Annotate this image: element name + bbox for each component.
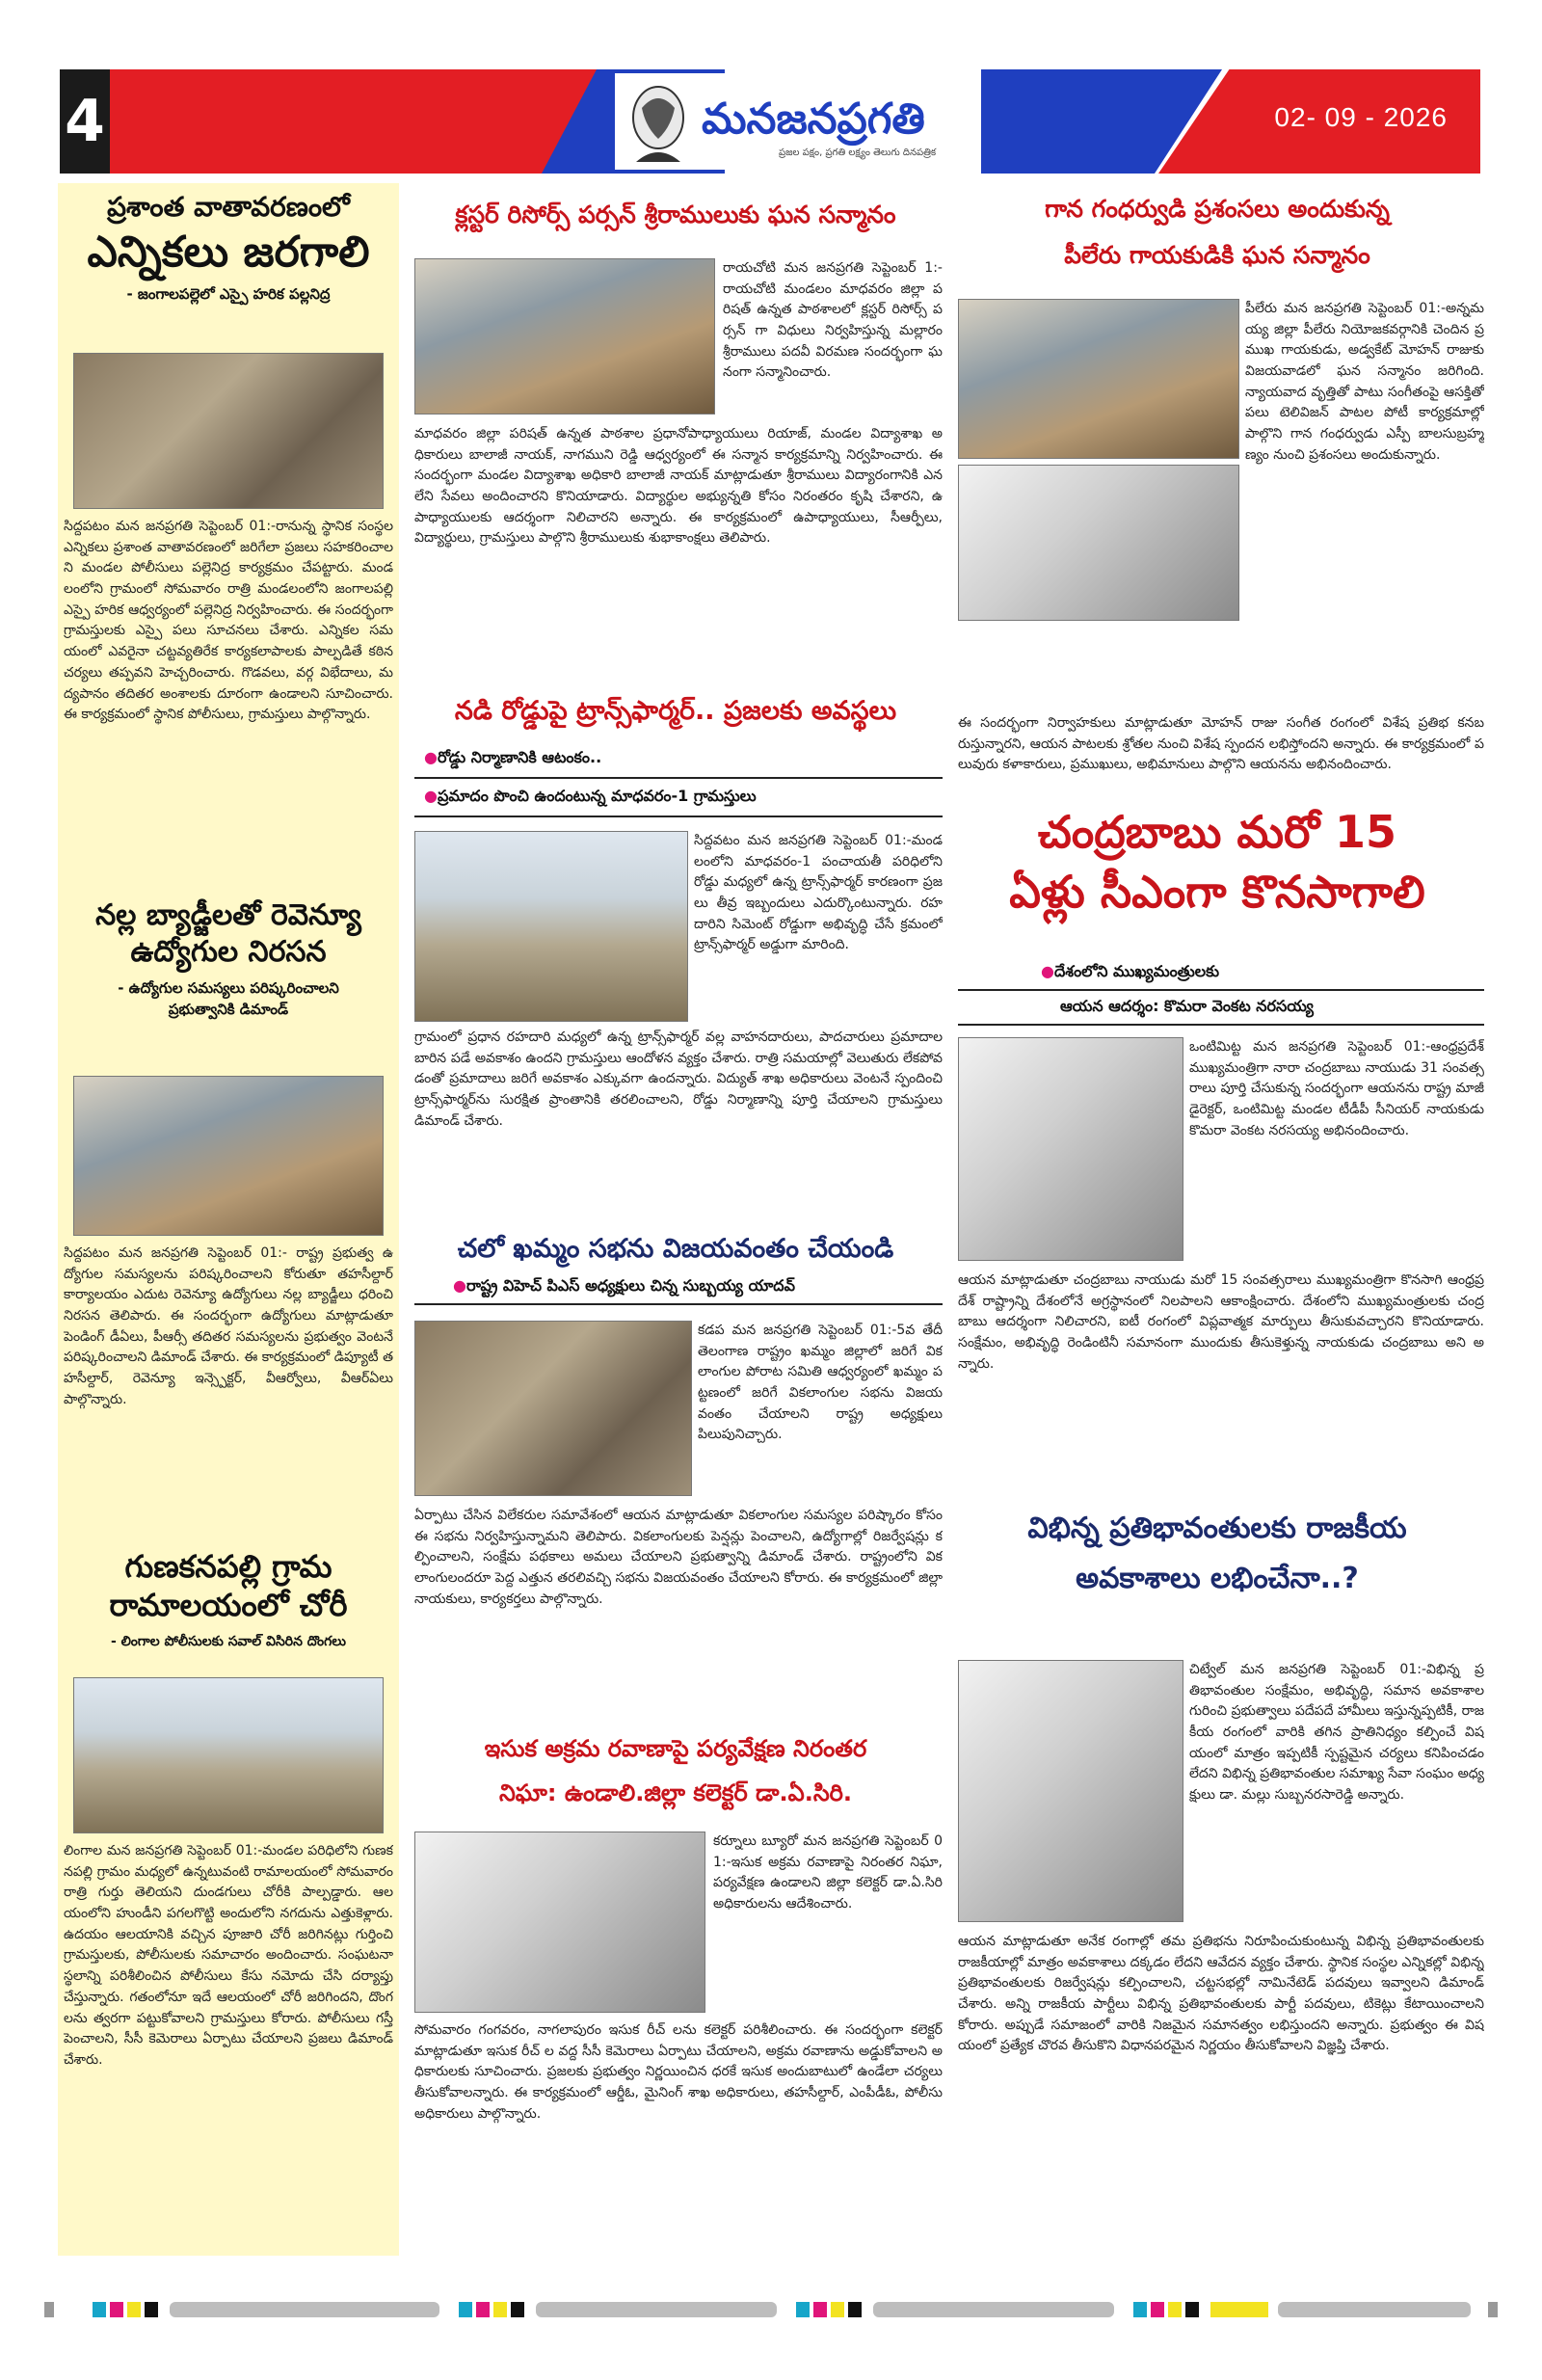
article-title-line1: గాన గంధర్వుడి ప్రశంసలు అందుకున్న: [1045, 195, 1390, 223]
divider: [414, 816, 943, 817]
article-title-line1: నల్ల బ్యాడ్జీలతో రెవెన్యూ: [95, 898, 361, 932]
color-swatch: [1168, 2302, 1182, 2317]
gray-strip: [170, 2302, 439, 2317]
color-swatch: [476, 2302, 490, 2317]
photo-press-meet: [414, 1321, 692, 1496]
photo-sand-reach: [414, 1832, 705, 2013]
color-swatch: [127, 2302, 141, 2317]
article-title-line1: గుణకనపల్లి గ్రామ: [124, 1548, 332, 1585]
article-title-line1: విభిన్న ప్రతిభావంతులకు రాజకీయ: [1027, 1511, 1407, 1545]
color-swatch: [93, 2302, 106, 2317]
logo-text: మనజనప్రగతి: [702, 94, 925, 144]
color-swatch: [1133, 2302, 1147, 2317]
divider: [414, 1303, 943, 1305]
article-lead: రాయచోటి మన జనప్రగతి సెప్టెంబర్ 1:-రాయచోటి మండలం మాధవరం జిల్లా పరిషత్ ఉన్నత పాఠశాలలో క్లస్టర్ రిసోర్స్ పర్సన్ గా విధులు నిర్వహిస్తున్న మల్లారం శ్రీరాములు పదవీ విరమణ సందర్భంగా ఘనంగా సన్మానించారు.: [723, 260, 943, 381]
article-subtitle-line1: ●రోడ్డు నిర్మాణానికి ఆటంకం..: [424, 748, 602, 766]
gray-strip: [1278, 2302, 1471, 2317]
color-swatch: [1185, 2302, 1199, 2317]
article-lead: సిద్దవటం మన జనప్రగతి సెప్టెంబర్ 01:-మండలంలోని మాధవరం-1 పంచాయతీ పరిధిలోని రోడ్డు మధ్యలో ఉన్న ట్రాన్స్‌ఫార్మర్ కారణంగా ప్రజలు తీవ్ర ఇబ్బందులు ఎదుర్కొంటున్నారు. రహదారిని సిమెంట్ రోడ్డుగా అభివృద్ధి చేసే క్రమంలో ట్రాన్స్‌ఫార్మర్ అడ్డుగా మారింది.: [694, 833, 943, 953]
registration-mark-icon: [44, 2302, 54, 2317]
logo-tagline: ప్రజల పక్షం, ప్రగతి లక్ష్యం తెలుగు దినపత్రిక: [779, 147, 937, 158]
article-lead: పీలేరు మన జనప్రగతి సెప్టెంబర్ 01:-అన్నమయ్య జిల్లా పీలేరు నియోజకవర్గానికి చెందిన ప్రముఖ గాయకుడు, అడ్వకేట్ మోహన్ రాజుకు విజయవాడలో ఘన సన్మానం జరిగింది. న్యాయవాద వృత్తితో పాటు సంగీతంపై ఆసక్తితో పలు టెలివిజన్ పాటల పోటీ కార్యక్రమాల్లో పాల్గొని గాన గంధర్వుడు ఎస్పీ బాలసుబ్రహ్మణ్యం నుంచి ప్రశంసలు అందుకున్నారు.: [1245, 301, 1484, 463]
article-elections: [64, 191, 393, 307]
article-subtitle: - లింగాల పోలీసులకు సవాల్ విసిరిన దొంగలు: [110, 1633, 347, 1649]
color-swatch: [796, 2302, 810, 2317]
article-title-line1: చంద్రబాబు మరో 15: [1037, 806, 1397, 858]
color-swatch: [511, 2302, 524, 2317]
article-lead: ఒంటిమిట్ట మన జనప్రగతి సెప్టెంబర్ 01:-ఆంధ్రప్రదేశ్ ముఖ్యమంత్రిగా నారా చంద్రబాబు నాయుడు 31 సంవత్సరాలు పూర్తి చేసుకున్న సందర్భంగా ఆయనను రాష్ట్ర మాజీ డైరెక్టర్, ఒంటిమిట్ట మండల టీడీపీ సీనియర్ నాయకుడు కొమరా వెంకట నరసయ్య అభినందించారు.: [1189, 1039, 1484, 1138]
registration-mark-icon: [1488, 2302, 1498, 2317]
photo-temple: [73, 1677, 384, 1833]
divider: [958, 989, 1484, 991]
article-title-line1: ఇసుక అక్రమ రవాణాపై పర్యవేక్షణ నిరంతర: [484, 1735, 867, 1762]
article-temple-theft: [64, 1548, 393, 1652]
article-body: ఆయన మాట్లాడుతూ చంద్రబాబు నాయుడు మరో 15 సంవత్సరాలు ముఖ్యమంత్రిగా కొనసాగి ఆంధ్రప్రదేశ్ రాష్ట్రాన్ని దేశంలోనే అగ్రస్థానంలో నిలపాలని ఆకాంక్షించారు. దేశంలోని ముఖ్యమంత్రులకు చంద్రబాబు ఆదర్శంగా నిలిచారని, ఐటీ రంగంలో విప్లవాత్మక మార్పులు తీసుకువచ్చారని కొనియాడారు. సంక్షేమం, అభివృద్ధి రెండింటినీ సమానంగా ముందుకు తీసుకెళ్తున్న నాయకుడు చంద్రబాబు అని అన్నారు.: [958, 1272, 1484, 1372]
article-title: చలో ఖమ్మం సభను విజయవంతం చేయండి: [457, 1234, 894, 1264]
logo: [615, 73, 981, 170]
article-title: నడి రోడ్డుపై ట్రాన్స్‌ఫార్మర్.. ప్రజలకు అవస్థలు: [454, 696, 897, 726]
article-subtitle-line1: - ఉద్యోగుల సమస్యలు పరిష్కరించాలని: [118, 979, 339, 997]
article-title-line2: ఎన్నికలు జరగాలి: [87, 227, 370, 277]
article-title-line2: ఉద్యోగుల నిరసన: [130, 935, 327, 969]
photo-transformer: [414, 831, 688, 1022]
article-subtitle-line2: ప్రభుత్వానికి డిమాండ్: [168, 1001, 289, 1018]
photo-felicitation: [414, 258, 715, 414]
color-swatch: [1210, 2302, 1268, 2317]
photo-revenue-staff: [73, 1076, 384, 1236]
article-title: క్లస్టర్ రిసోర్స్ పర్సన్ శ్రీరాములుకు ఘన సన్మానం: [455, 201, 896, 228]
article-body: ఆయన మాట్లాడుతూ అనేక రంగాల్లో తమ ప్రతిభను నిరూపించుకుంటున్న విభిన్న ప్రతిభావంతులకు రాజకీయాల్లో మాత్రం అవకాశాలు దక్కడం లేదని ఆవేదన వ్యక్తం చేశారు. స్థానిక సంస్థల ఎన్నికల్లో విభిన్న ప్రతిభావంతులకు రిజర్వేషన్లు కల్పించాలని, చట్టసభల్లో నామినేటెడ్ పదవులు ఇవ్వాలని డిమాండ్ చేశారు. అన్ని రాజకీయ పార్టీలు విభిన్న ప్రతిభావంతులకు పార్టీ పదవులు, టికెట్లు కేటాయించాలని కోరారు. అప్పుడే సమాజంలో వారికి నిజమైన సమానత్వం లభిస్తుందని అన్నారు. ప్రభుత్వం ఈ విషయంలో ప్రత్యేక చొరవ తీసుకొని విధానపరమైన నిర్ణయం తీసుకోవాలని విజ్ఞప్తి చేశారు.: [958, 1934, 1484, 2054]
color-swatch: [831, 2302, 844, 2317]
article-title-line2: అవకాశాలు లభించేనా..?: [1076, 1562, 1359, 1595]
photo-portrait-narasayya: [958, 1037, 1183, 1261]
article-body: లింగాల మన జనప్రగతి సెప్టెంబర్ 01:-మండల పరిధిలోని గుణకనపల్లి గ్రామం మధ్యలో ఉన్నటువంటి రామాలయంలో సోమవారం రాత్రి గుర్తు తెలియని దుండగులు చోరీకి పాల్పడ్డారు. ఆలయంలోని హుండీని పగలగొట్టి అందులోని నగదును ఎత్తుకెళ్లారు. ఉదయం ఆలయానికి వచ్చిన పూజారి చోరీ జరిగినట్లు గుర్తించి గ్రామస్తులకు, పోలీసులకు సమాచారం అందించారు. సంఘటనా స్థలాన్ని పరిశీలించిన పోలీసులు కేసు నమోదు చేసి దర్యాప్తు చేస్తున్నారు. గతంలోనూ ఇదే ఆలయంలో చోరీ జరిగిందని, దొంగలను త్వరగా పట్టుకోవాలని గ్రామస్తులు కోరారు. పోలీసులు గస్తీ పెంచాలని, సీసీ కెమెరాలు ఏర్పాటు చేయాలని ప్రజలు డిమాండ్ చేశారు.: [64, 1843, 393, 2068]
article-body: ఈ సందర్భంగా నిర్వాహకులు మాట్లాడుతూ మోహన్ రాజు సంగీత రంగంలో విశేష ప్రతిభ కనబరుస్తున్నారని, ఆయన పాటలకు శ్రోతల నుంచి విశేష స్పందన లభిస్తోందని అన్నారు. ఈ కార్యక్రమంలో పలువురు కళాకారులు, ప్రముఖులు, అభిమానులు పాల్గొని ఆయనను అభినందించారు.: [958, 715, 1484, 773]
color-swatch: [848, 2302, 862, 2317]
article-subtitle-line1: ●దేశంలోని ముఖ్యమంత్రులకు: [1041, 962, 1219, 980]
article-title-line1: ప్రశాంత వాతావరణంలో: [107, 191, 350, 223]
article-subtitle: - జంగాలపల్లెలో ఎస్పై హరిక పల్లనిద్ర: [126, 285, 331, 304]
color-swatch: [459, 2302, 472, 2317]
article-title-line2: పీలేరు గాయకుడికి ఘన సన్మానం: [1064, 241, 1370, 269]
article-subtitle-line2: ●ప్రమాదం పొంచి ఉందంటున్న మాధవరం-1 గ్రామస్తులు: [424, 787, 757, 805]
masthead: [60, 69, 1480, 174]
divider: [958, 1024, 1484, 1026]
gray-strip: [873, 2302, 1114, 2317]
article-title-line2: రామాలయంలో చోరీ: [109, 1587, 348, 1624]
divider: [414, 777, 943, 779]
photo-portrait-subbanarasareddy: [958, 1660, 1183, 1922]
article-body: గ్రామంలో ప్రధాన రహదారి మధ్యలో ఉన్న ట్రాన్స్‌ఫార్మర్ వల్ల వాహనదారులు, పాదచారులు ప్రమాదాల బారిన పడే అవకాశం ఉందని గ్రామస్తులు ఆందోళన వ్యక్తం చేశారు. రాత్రి సమయాల్లో వెలుతురు లేకపోవడంతో ప్రమాదాలు జరిగే అవకాశం ఎక్కువగా ఉందన్నారు. విద్యుత్ శాఖ అధికారులు వెంటనే స్పందించి ట్రాన్స్‌ఫార్మర్‌ను సురక్షిత ప్రాంతానికి తరలించాలని, రోడ్డు నిర్మాణాన్ని పూర్తి చేయాలని గ్రామస్తులు డిమాండ్ చేశారు.: [414, 1030, 943, 1129]
photo-police-meeting: [73, 353, 384, 509]
color-swatch: [1151, 2302, 1164, 2317]
article-subtitle-line2: ఆయన ఆదర్శం: కొమరా వెంకట నరసయ్య: [1060, 997, 1314, 1015]
article-lead: చిట్వేల్ మన జనప్రగతి సెప్టెంబర్ 01:-విభిన్న ప్రతిభావంతుల సంక్షేమం, అభివృద్ధి, సమాన అవకాశాల గురించి ప్రభుత్వాలు పదేపదే హామీలు ఇస్తున్నప్పటికీ, రాజకీయ రంగంలో వారికి తగిన ప్రాతినిధ్యం కల్పించే విషయంలో మాత్రం ఇప్పటికీ స్పష్టమైన చర్యలు కనిపించడం లేదని విభిన్న ప్రతిభావంతుల సమాఖ్య సేవా సంఘం అధ్యక్షులు డా. మల్లు సుబ్బనరసారెడ్డి అన్నారు.: [1189, 1662, 1484, 1804]
article-revenue-protest: [64, 898, 393, 1022]
photo-stage-banner: [958, 465, 1239, 621]
logo-portrait-icon: [623, 79, 694, 164]
article-body: సిద్దపటం మన జనప్రగతి సెప్టెంబర్ 01:-రానున్న స్థానిక సంస్థల ఎన్నికలు ప్రశాంత వాతావరణంలో జరిగేలా ప్రజలు సహకరించాలని మండల పోలీసులు పల్లెనిద్ర కార్యక్రమం చేపట్టారు. మండలంలోని గ్రామంలో సోమవారం రాత్రి మండలంలోని జంగాలపల్లి ఎస్పై హరిక ఆధ్వర్యంలో పల్లెనిద్ర నిర్వహించారు. ఈ సందర్భంగా గ్రామస్తులకు ఎస్పై పలు సూచనలు చేశారు. ఎన్నికల సమయంలో ఎవరైనా చట్టవ్యతిరేక కార్యకలాపాలకు పాల్పడితే కఠిన చర్యలు తప్పవని హెచ్చరించారు. గొడవలు, వర్గ విభేదాలు, మద్యపానం తదితర అంశాలకు దూరంగా ఉండాలని సూచించారు. ఈ కార్యక్రమంలో స్థానిక పోలీసులు, గ్రామస్తులు పాల్గొన్నారు.: [64, 519, 393, 723]
article-title-line2: నిఘా: ఉండాలి.జిల్లా కలెక్టర్ డా.ఏ.సిరి.: [498, 1779, 853, 1806]
article-body: సోమవారం గంగవరం, నాగలాపురం ఇసుక రీచ్ లను కలెక్టర్ పరిశీలించారు. ఈ సందర్భంగా కలెక్టర్ మాట్లాడుతూ ఇసుక రీచ్ ల వద్ద సీసీ కెమెరాలు ఏర్పాటు చేయాలని, అక్రమ రవాణాను అడ్డుకోవాలని అధికారులకు సూచించారు. ప్రజలకు ప్రభుత్వం నిర్ణయించిన ధరకే ఇసుక అందుబాటులో ఉండేలా చర్యలు తీసుకోవాలన్నారు. ఈ కార్యక్రమంలో ఆర్డీఓ, మైనింగ్ శాఖ అధికారులు, తహసీల్దార్, ఎంపీడీఓ, పోలీసు అధికారులు పాల్గొన్నారు.: [414, 2022, 943, 2122]
color-swatch: [493, 2302, 507, 2317]
article-subtitle: ●రాష్ట్ర విహెచ్ పిఎస్ అధ్యక్షులు చిన్న సుబ్బయ్య యాదవ్: [453, 1276, 795, 1295]
article-lead: కడప మన జనప్రగతి సెప్టెంబర్ 01:-5వ తేదీ తెలంగాణ రాష్ట్రం ఖమ్మం జిల్లాలో జరిగే వికలాంగుల పోరాట సమితి ఆధ్వర్యంలో ఖమ్మం పట్టణంలో జరిగే వికలాంగుల సభను విజయవంతం చేయాలని రాష్ట్ర అధ్యక్షులు పిలుపునిచ్చారు.: [698, 1323, 943, 1443]
color-swatch: [813, 2302, 827, 2317]
page-number: 4: [60, 69, 110, 174]
article-body: మాధవరం జిల్లా పరిషత్ ఉన్నత పాఠశాల ప్రధానోపాధ్యాయులు రియాజ్, మండల విద్యాశాఖ అధికారులు బాలాజీ నాయక్, నాగముని రెడ్డి ఆధ్వర్యంలో ఈ సన్మాన కార్యక్రమాన్ని నిర్వహించారు. ఈ సందర్భంగా మండల విద్యాశాఖ అధికారి బాలాజీ నాయక్ మాట్లాడుతూ శ్రీరాములు విద్యారంగానికి ఎనలేని సేవలు అందించారని కొనియాడారు. విద్యార్థుల అభ్యున్నతి కోసం నిరంతరం కృషి చేశారని, ఉపాధ్యాయులకు ఆదర్శంగా నిలిచారని అన్నారు. ఈ కార్యక్రమంలో ఉపాధ్యాయులు, సీఆర్పీలు, విద్యార్థులు, గ్రామస్తులు పాల్గొని శ్రీరాములుకు శుభాకాంక్షలు తెలిపారు.: [414, 426, 943, 547]
article-title-line2: ఏళ్లు సీఎంగా కొనసాగాలి: [1009, 866, 1425, 918]
article-body: ఏర్పాటు చేసిన విలేకరుల సమావేశంలో ఆయన మాట్లాడుతూ వికలాంగుల సమస్యల పరిష్కారం కోసం ఈ సభను నిర్వహిస్తున్నామని తెలిపారు. వికలాంగులకు పెన్షన్లు పెంచాలని, ఉద్యోగాల్లో రిజర్వేషన్లు కల్పించాలని, సంక్షేమ పథకాలు అమలు చేయాలని ప్రభుత్వాన్ని డిమాండ్ చేశారు. రాష్ట్రంలోని వికలాంగులందరూ పెద్ద ఎత్తున తరలివచ్చి సభను విజయవంతం చేయాలని కోరారు. ఈ కార్యక్రమంలో జిల్లా నాయకులు, కార్యకర్తలు పాల్గొన్నారు.: [414, 1508, 943, 1607]
photo-singer-felicitation: [958, 299, 1239, 459]
article-lead: కర్నూలు బ్యూరో మన జనప్రగతి సెప్టెంబర్ 01:-ఇసుక అక్రమ రవాణాపై నిరంతర నిఘా, పర్యవేక్షణ ఉండాలని జిల్లా కలెక్టర్ డా.ఏ.సిరి అధికారులను ఆదేశించారు.: [713, 1833, 943, 1912]
color-swatch: [145, 2302, 158, 2317]
gray-strip: [536, 2302, 777, 2317]
article-body: సిద్దపటం మన జనప్రగతి సెప్టెంబర్ 01:- రాష్ట్ర ప్రభుత్వ ఉద్యోగుల సమస్యలను పరిష్కరించాలని కోరుతూ తహసీల్దార్ కార్యాలయం ఎదుట రెవెన్యూ ఉద్యోగులు నల్ల బ్యాడ్జీలు ధరించి నిరసన తెలిపారు. ఈ సందర్భంగా ఉద్యోగులు మాట్లాడుతూ పెండింగ్ డీఏలు, పీఆర్సీ తదితర సమస్యలను ప్రభుత్వం వెంటనే పరిష్కరించాలని డిమాండ్ చేశారు. ఈ కార్యక్రమంలో డిప్యూటీ తహసీల్దార్, రెవెన్యూ ఇన్స్పెక్టర్, వీఆర్వోలు, వీఆర్ఏలు పాల్గొన్నారు.: [64, 1245, 393, 1407]
color-swatch: [110, 2302, 123, 2317]
print-color-bar: [35, 2298, 1507, 2321]
issue-date: 02- 09 - 2026: [1274, 102, 1448, 132]
